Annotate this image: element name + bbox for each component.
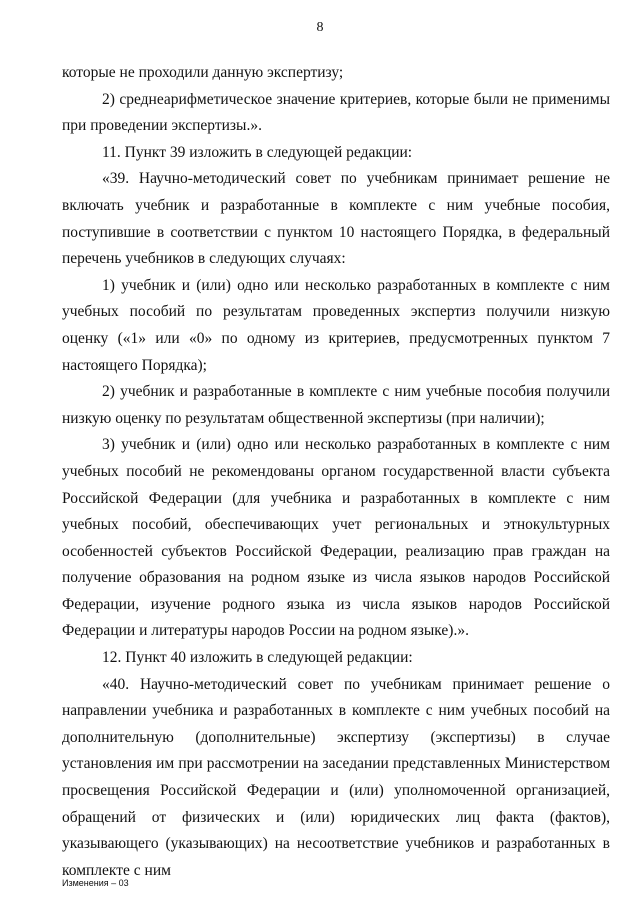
paragraph-point-40: «40. Научно-методический совет по учебникам принимает решение о направлении учебника и разработанных в комплекте с ним учебных пособий на дополнительную (дополнительные) экспертизу (экспертизы) в случае установления им при рассмотрении на заседании представленных Министерством просвещения Российской Федерации и (или) уполномоченной организацией, обращений от физических и (или) юридических лиц факта (фактов), указывающего (указывающих) на несоответствие учебников и разработанных в комплекте с ним — [62, 675, 610, 879]
document-body — [62, 60, 610, 884]
paragraph-item-2-average: 2) среднеарифметическое значение критериев, которые были не применимы при проведении экспертизы.». — [62, 90, 610, 135]
page-number: 8 — [316, 20, 324, 35]
paragraph-section-12-heading: 12. Пункт 40 изложить в следующей редакции: — [102, 649, 413, 667]
footer-revision-note: Изменения – 03 — [62, 878, 129, 888]
paragraph-section-11-heading: 11. Пункт 39 изложить в следующей редакции: — [102, 143, 413, 161]
paragraph-continuation: которые не проходили данную экспертизу; — [62, 64, 344, 81]
paragraph-point-39-item-1: 1) учебник и (или) одно или несколько разработанных в комплекте с ним учебных пособий по результатам проведенных экспертиз получили низкую оценку («1» или «0» по одному из критериев, предусмотренных пунктом 7 настоящего Порядка); — [62, 276, 610, 374]
paragraph-point-39-item-2: 2) учебник и разработанные в комплекте с ним учебные пособия получили низкую оценку по результатам общественной экспертизы (при наличии); — [62, 383, 610, 427]
paragraph-point-39: «39. Научно-методический совет по учебникам принимает решение не включать учебник и разработанные в комплекте с ним учебные пособия, поступившие в соответствии с пунктом 10 настоящего Порядка, в федеральный перечень учебников в следующих случаях: — [62, 170, 610, 268]
paragraph-point-39-item-3: 3) учебник и (или) одно или несколько разработанных в комплекте с ним учебных пособий не рекомендованы органом государственной власти субъекта Российской Федерации (для учебника и разработанных в комплекте с ним учебных пособий, обеспечивающих учет региональных и этнокультурных особенностей субъектов Российской Федерации, реализацию прав граждан на получение образования на родном языке из числа языков народов Российской Федерации, изучение родного языка из числа языков народов Российской Федерации и литературы народов России на родном языке).». — [62, 436, 610, 640]
